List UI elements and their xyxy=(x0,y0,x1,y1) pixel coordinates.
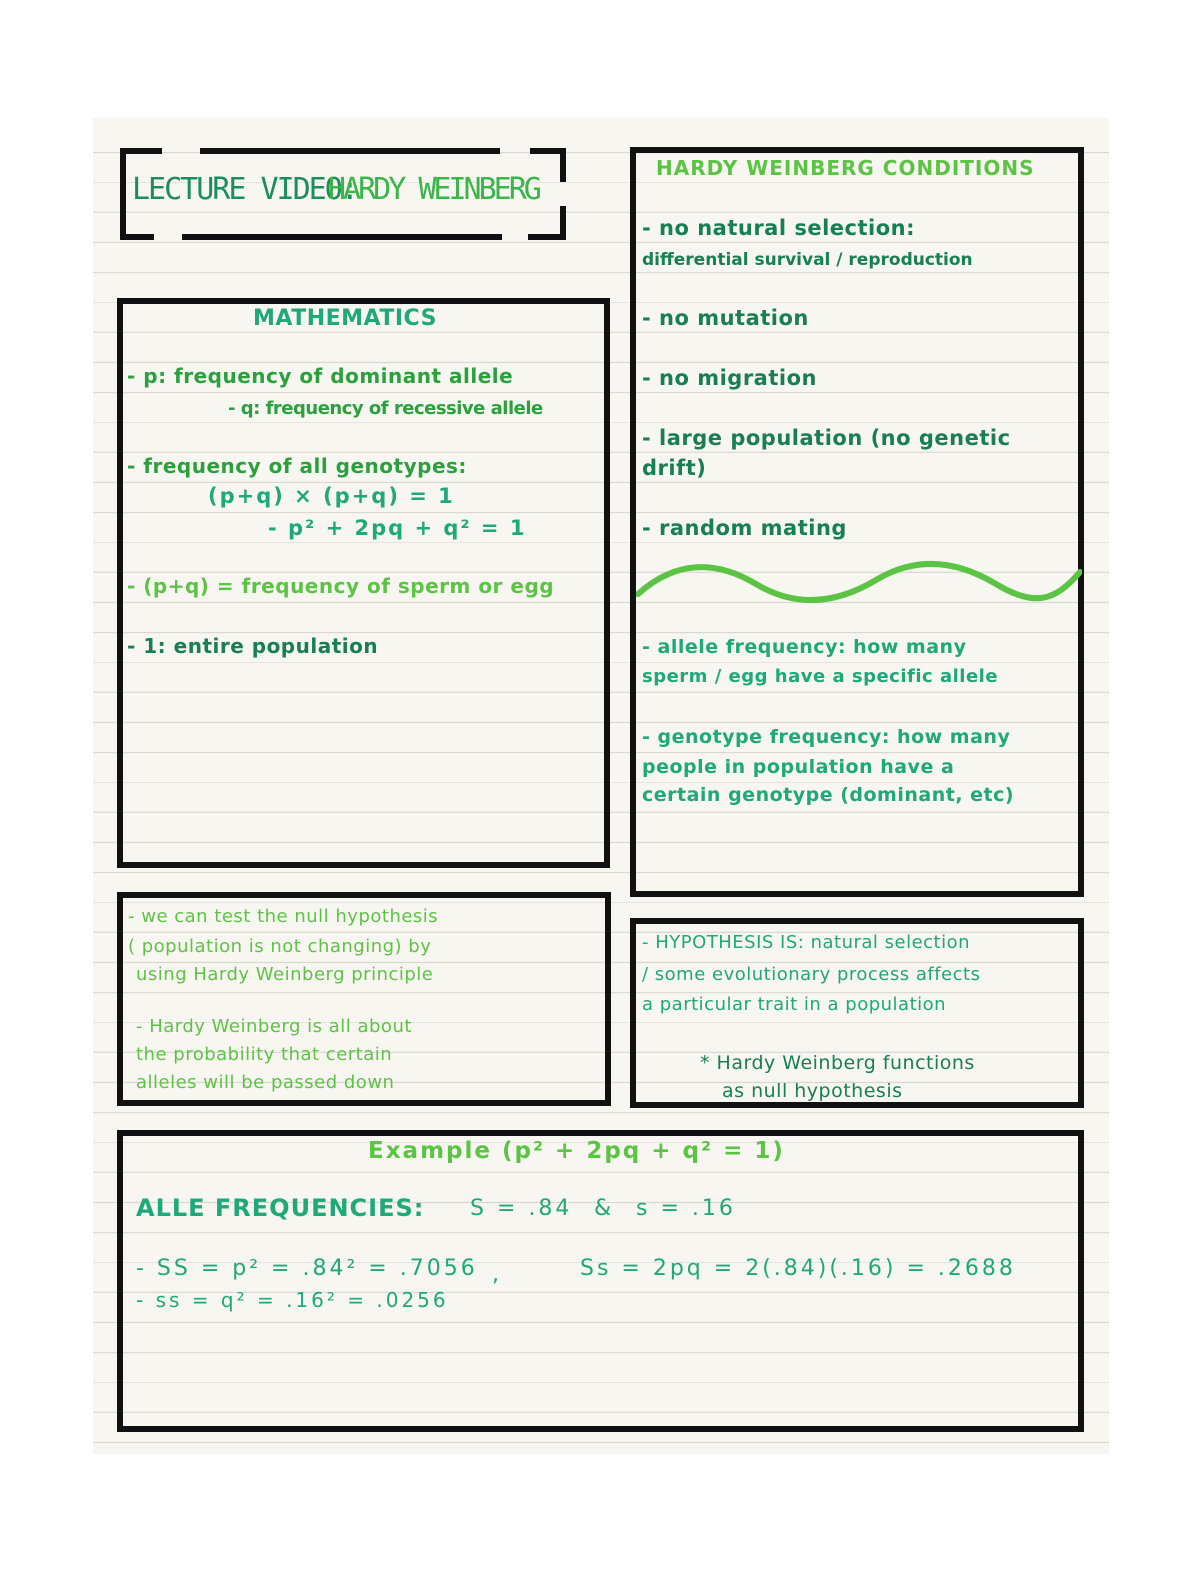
cond-no-migration: - no migration xyxy=(642,366,817,390)
allele-s-value: S = .84 xyxy=(470,1196,573,1221)
null-line-1: - we can test the null hypothesis xyxy=(128,906,439,927)
cond-natural-selection: - no natural selection: xyxy=(642,216,916,240)
def-genotype-frequency-3: certain genotype (dominant, etc) xyxy=(642,784,1015,806)
homozygous-dominant-calc: - SS = p² = .84² = .7056 xyxy=(136,1256,478,1281)
allele-ss-value: s = .16 xyxy=(636,1196,736,1221)
hypothesis-line-4: * Hardy Weinberg functions xyxy=(700,1052,975,1074)
null-line-5: the probability that certain xyxy=(136,1044,393,1065)
allele-ampersand: & xyxy=(594,1196,612,1221)
math-line-population: - 1: entire population xyxy=(127,634,379,658)
hypothesis-line-3: a particular trait in a population xyxy=(642,994,947,1015)
null-line-6: alleles will be passed down xyxy=(136,1072,395,1093)
example-heading: Example (p² + 2pq + q² = 1) xyxy=(368,1138,785,1164)
null-line-4: - Hardy Weinberg is all about xyxy=(136,1016,412,1037)
cond-drift: drift) xyxy=(642,456,707,480)
math-line-pq-product: (p+q) × (p+q) = 1 xyxy=(208,484,455,508)
title-label: LECTURE VIDEO: xyxy=(132,172,357,207)
calc-comma: , xyxy=(492,1262,500,1287)
def-allele-frequency-2: sperm / egg have a specific allele xyxy=(642,666,999,687)
math-line-genotypes: - frequency of all genotypes: xyxy=(127,454,467,478)
conditions-heading: HARDY WEINBERG CONDITIONS xyxy=(656,156,1035,180)
math-line-sperm-egg: - (p+q) = frequency of sperm or egg xyxy=(127,574,555,598)
math-line-p: - p: frequency of dominant allele xyxy=(127,364,514,388)
math-line-hw-equation: - p² + 2pq + q² = 1 xyxy=(268,516,527,540)
homozygous-recessive-calc: - ss = q² = .16² = .0256 xyxy=(136,1288,449,1312)
null-line-2: ( population is not changing) by xyxy=(128,936,432,957)
wavy-divider xyxy=(636,560,1082,608)
hypothesis-line-1: - HYPOTHESIS IS: natural selection xyxy=(642,932,971,953)
cond-differential-survival: differential survival / reproduction xyxy=(642,250,973,270)
title-topic: HARDY WEINBERG xyxy=(328,172,539,207)
heterozygous-calc: Ss = 2pq = 2(.84)(.16) = .2688 xyxy=(580,1256,1016,1281)
def-allele-frequency-1: - allele frequency: how many xyxy=(642,636,967,658)
null-line-3: using Hardy Weinberg principle xyxy=(136,964,434,985)
allele-frequencies-label: ALLE FREQUENCIES: xyxy=(136,1194,425,1222)
cond-no-mutation: - no mutation xyxy=(642,306,809,330)
hypothesis-line-5: as null hypothesis xyxy=(722,1080,903,1102)
cond-large-population: - large population (no genetic xyxy=(642,426,1011,450)
mathematics-heading: MATHEMATICS xyxy=(253,306,437,331)
def-genotype-frequency-1: - genotype frequency: how many xyxy=(642,726,1011,748)
cond-random-mating: - random mating xyxy=(642,516,847,540)
example-box xyxy=(117,1130,1084,1432)
def-genotype-frequency-2: people in population have a xyxy=(642,756,955,778)
math-line-q: - q: frequency of recessive allele xyxy=(228,398,543,419)
hypothesis-line-2: / some evolutionary process affects xyxy=(642,964,981,985)
